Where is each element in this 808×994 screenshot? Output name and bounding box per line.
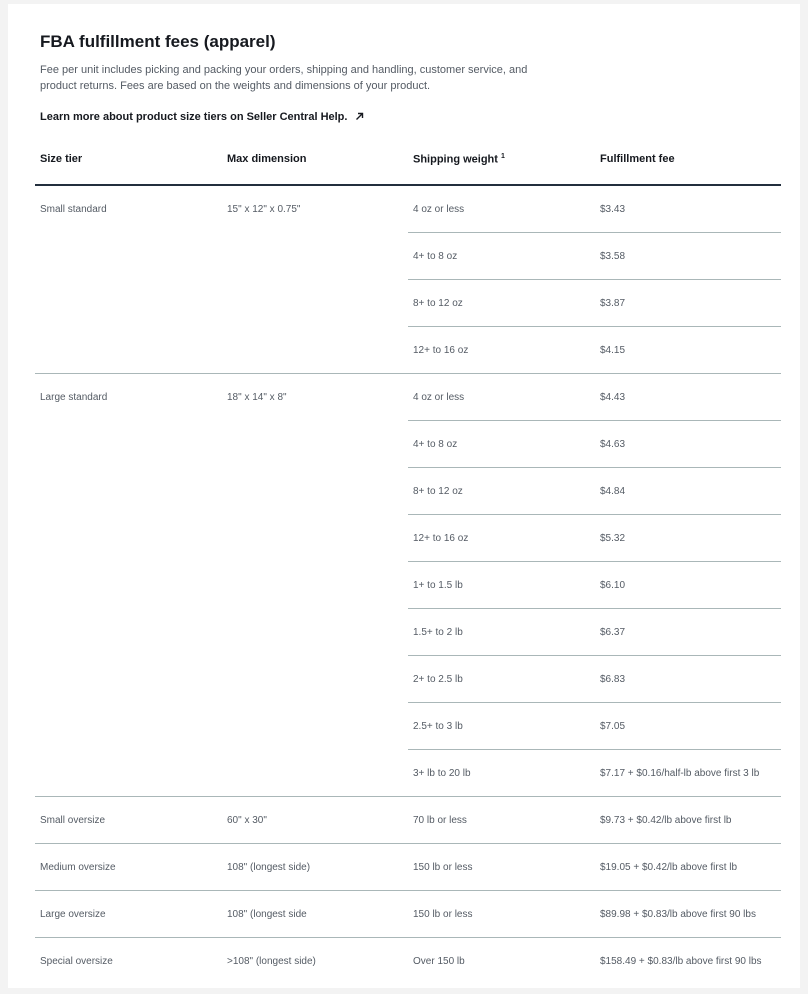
table-header — [35, 134, 781, 186]
table-row — [408, 844, 781, 890]
size-tier-cell: Small oversize — [40, 815, 106, 826]
table-row — [408, 891, 781, 937]
table-row — [408, 186, 781, 233]
footnote-marker: 1 — [501, 153, 505, 160]
size-tier-cell: Large oversize — [40, 909, 106, 920]
shipping-weight-cell: 1.5+ to 2 lb — [413, 627, 463, 638]
size-tier-cell: Medium oversize — [40, 862, 116, 873]
table-row — [408, 468, 781, 515]
max-dimension-cell: 18" x 14" x 8" — [227, 392, 287, 403]
fulfillment-fee-cell: $3.58 — [600, 251, 626, 262]
table-row — [408, 233, 781, 280]
size-tier-cell: Large standard — [40, 392, 108, 403]
shipping-weight-cell: 150 lb or less — [413, 909, 473, 920]
fulfillment-fee-cell: $158.49 + $0.83/lb above first 90 lbs — [600, 956, 762, 967]
shipping-weight-cell: Over 150 lb — [413, 956, 465, 967]
fulfillment-fee-cell: $6.37 — [600, 627, 626, 638]
fulfillment-fee-cell: $4.84 — [600, 486, 626, 497]
fulfillment-fee-cell: $6.10 — [600, 580, 626, 591]
table-row — [408, 562, 781, 609]
external-arrow-icon — [355, 112, 364, 124]
size-tier-cell: Special oversize — [40, 956, 113, 967]
shipping-weight-cell: 4 oz or less — [413, 392, 465, 403]
header-shipping-weight-label: Shipping weight — [413, 153, 498, 166]
fulfillment-fee-cell: $89.98 + $0.83/lb above first 90 lbs — [600, 909, 756, 920]
shipping-weight-cell: 12+ to 16 oz — [413, 533, 469, 544]
shipping-weight-cell: 8+ to 12 oz — [413, 298, 463, 309]
shipping-weight-cell: 70 lb or less — [413, 815, 467, 826]
shipping-weight-cell: 2.5+ to 3 lb — [413, 721, 463, 732]
fee-table — [35, 134, 781, 984]
table-row — [408, 515, 781, 562]
table-row-group — [35, 186, 781, 374]
shipping-weight-cell: 12+ to 16 oz — [413, 345, 469, 356]
table-row — [408, 750, 781, 796]
shipping-weight-cell: 3+ lb to 20 lb — [413, 768, 471, 779]
table-row — [408, 703, 781, 750]
shipping-weight-cell: 2+ to 2.5 lb — [413, 674, 463, 685]
table-row-group — [35, 891, 781, 938]
table-row — [408, 609, 781, 656]
fulfillment-fee-cell: $3.87 — [600, 298, 626, 309]
fee-card — [8, 4, 800, 988]
shipping-weight-cell: 4+ to 8 oz — [413, 251, 458, 262]
table-row-group — [35, 938, 781, 984]
size-tier-cell: Small standard — [40, 204, 107, 215]
fulfillment-fee-cell: $3.43 — [600, 204, 626, 215]
shipping-weight-cell: 8+ to 12 oz — [413, 486, 463, 497]
fulfillment-fee-cell: $19.05 + $0.42/lb above first lb — [600, 862, 738, 873]
shipping-weight-cell: 1+ to 1.5 lb — [413, 580, 463, 591]
shipping-weight-cell: 4+ to 8 oz — [413, 439, 458, 450]
fulfillment-fee-cell: $7.17 + $0.16/half-lb above first 3 lb — [600, 768, 760, 779]
fulfillment-fee-cell: $6.83 — [600, 674, 626, 685]
header-max-dimension: Max dimension — [227, 153, 307, 165]
table-row — [408, 938, 781, 984]
table-row — [408, 327, 781, 373]
table-row-group — [35, 374, 781, 797]
fulfillment-fee-cell: $4.15 — [600, 345, 626, 356]
shipping-weight-cell: 150 lb or less — [413, 862, 473, 873]
max-dimension-cell: 108" (longest side) — [227, 862, 311, 873]
table-row — [408, 374, 781, 421]
fulfillment-fee-cell: $4.63 — [600, 439, 626, 450]
learn-more-link[interactable] — [40, 111, 364, 124]
fulfillment-fee-cell: $4.43 — [600, 392, 626, 403]
header-size-tier: Size tier — [40, 153, 83, 165]
table-body — [35, 186, 781, 984]
fulfillment-fee-cell: $5.32 — [600, 533, 626, 544]
max-dimension-cell: 15" x 12" x 0.75" — [227, 204, 301, 215]
shipping-weight-cell: 4 oz or less — [413, 204, 465, 215]
table-row — [408, 656, 781, 703]
max-dimension-cell: 60" x 30" — [227, 815, 267, 826]
header-fulfillment-fee: Fulfillment fee — [600, 153, 675, 165]
table-row-group — [35, 844, 781, 891]
fulfillment-fee-cell: $9.73 + $0.42/lb above first lb — [600, 815, 732, 826]
page-title: FBA fulfillment fees (apparel) — [40, 32, 276, 51]
fulfillment-fee-cell: $7.05 — [600, 721, 626, 732]
header-shipping-weight — [413, 153, 505, 166]
max-dimension-cell: 108" (longest side — [227, 909, 307, 920]
max-dimension-cell: >108" (longest side) — [227, 956, 316, 967]
table-row-group — [35, 797, 781, 844]
page-description: Fee per unit includes picking and packing your orders, shipping and handling, customer service, and product returns. Fees are based on the weights and dimensions of your product. — [40, 64, 528, 92]
table-row — [408, 797, 781, 843]
table-row — [408, 421, 781, 468]
table-row — [408, 280, 781, 327]
learn-more-label: Learn more about product size tiers on Seller Central Help. — [40, 111, 348, 123]
